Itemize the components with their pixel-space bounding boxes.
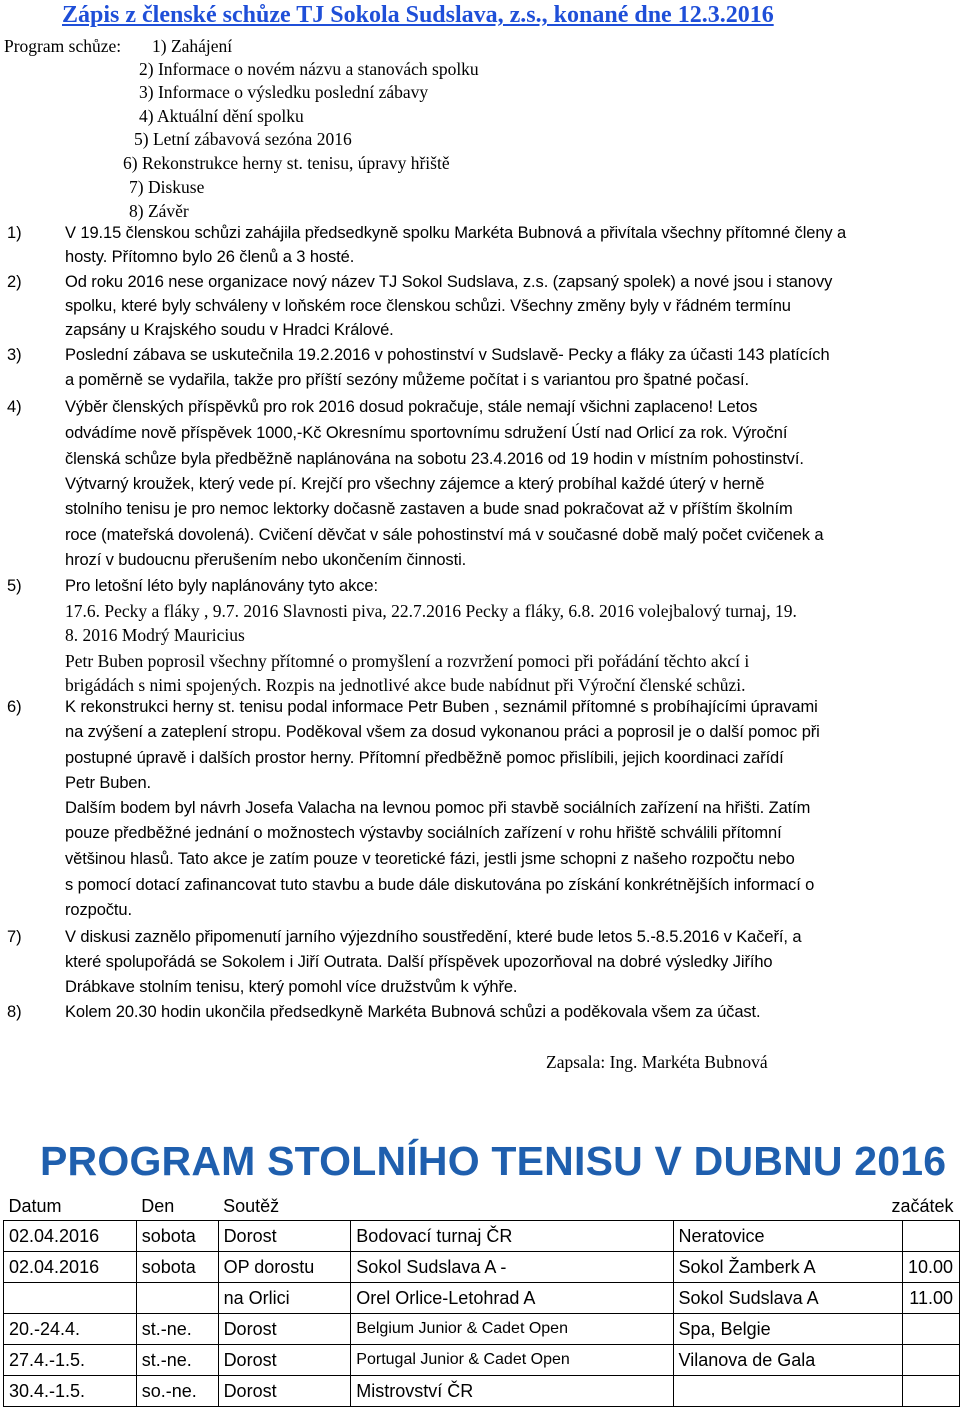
cell-day: so.-ne.	[136, 1376, 218, 1407]
point-text: na zvýšení a zateplení stropu. Poděkoval všem za dosud vykonanou práci a poprosil je o další pomoc při	[65, 723, 820, 741]
point-text: hosty. Přítomno bylo 26 členů a 3 hosté.	[65, 248, 355, 266]
point-text: spolku, které byly schváleny v loňském roce členskou schůzi. Všechny změny byly v řádném termínu	[65, 297, 791, 315]
cell-day: st.-ne.	[136, 1345, 218, 1376]
cell-day: sobota	[136, 1221, 218, 1252]
cell-day: sobota	[136, 1252, 218, 1283]
point-text: Drábkave stolním tenisu, který pomohl více družstvům k výhře.	[65, 978, 518, 996]
document-title: Zápis z členské schůze TJ Sokola Sudslava, z.s., konané dne 12.3.2016	[62, 2, 774, 28]
point-number: 4)	[7, 398, 22, 416]
point-text: Poslední zábava se uskutečnila 19.2.2016 v pohostinství v Sudslavě- Pecky a fláky za účasti 143 platících	[65, 346, 830, 364]
signature: Zapsala: Ing. Markéta Bubnová	[546, 1052, 768, 1072]
program-item: 5) Letní zábavová sezóna 2016	[134, 129, 352, 149]
table-row	[4, 1345, 960, 1376]
header-competition: Soutěž	[223, 1195, 280, 1216]
cell-home: Mistrovství ČR	[351, 1376, 673, 1407]
cell-home: Bodovací turnaj ČR	[351, 1221, 673, 1252]
point-number: 1)	[7, 224, 22, 242]
point-text: Výtvarný kroužek, který vede pí. Krejčí pro všechny zájemce a který probíhal každé úterý v herně	[65, 475, 765, 493]
point-text: K rekonstrukci herny st. tenisu podal informace Petr Buben , seznámil přítomné s probíhajícími úpravami	[65, 698, 818, 716]
point-text: zapsány u Krajského soudu v Hradci Králové.	[65, 321, 394, 339]
cell-day	[136, 1283, 218, 1314]
point-text: Výběr členských příspěvků pro rok 2016 dosud pokračuje, stále nemají všichni zaplaceno! Letos	[65, 398, 758, 416]
table-row	[4, 1376, 960, 1407]
point-text: Petr Buben.	[65, 774, 152, 792]
cell-date: 02.04.2016	[4, 1221, 137, 1252]
point-text: a poměrně se vydařila, takže pro příští sezóny můžeme počítat i s variantou pro špatné počasí.	[65, 371, 749, 389]
point-text: brigádách s nimi spojených. Rozpis na jednotlivé akce bude nabídnut při Výroční členské schůzi.	[65, 675, 746, 695]
cell-away: Vilanova de Gala	[673, 1345, 902, 1376]
cell-away: Neratovice	[673, 1221, 902, 1252]
header-date: Datum	[8, 1195, 62, 1216]
cell-date	[4, 1283, 137, 1314]
point-text: Dalším bodem byl návrh Josefa Valacha na levnou pomoc při stavbě sociálních zařízení na hřišti. Zatím	[65, 799, 811, 817]
cell-time	[902, 1221, 959, 1252]
program-item: 1) Zahájení	[152, 36, 233, 56]
cell-home: Orel Orlice-Letohrad A	[351, 1283, 673, 1314]
program-item: 2) Informace o novém názvu a stanovách spolku	[139, 59, 479, 79]
point-text: odvádíme nově příspěvek 1000,-Kč Okresnímu sportovnímu sdružení Ústí nad Orlicí za rok. Výroční	[65, 424, 788, 442]
cell-away: Spa, Belgie	[673, 1314, 902, 1345]
schedule-table	[3, 1192, 960, 1407]
cell-date: 30.4.-1.5.	[4, 1376, 137, 1407]
cell-home: Sokol Sudslava A -	[351, 1252, 673, 1283]
point-text: pouze předběžné jednání o možnostech výstavby sociálních zařízení v rohu hřiště schválili přítomní	[65, 824, 782, 842]
point-text: postupné úpravě i dalších prostor herny. Přítomní předběžně pomoc přislíbili, jejich koordinaci zařídí	[65, 749, 784, 767]
header-start: začátek	[891, 1195, 954, 1216]
cell-competition: OP dorostu	[218, 1252, 351, 1283]
cell-competition: Dorost	[218, 1221, 351, 1252]
cell-day: st.-ne.	[136, 1314, 218, 1345]
point-text: Kolem 20.30 hodin ukončila předsedkyně Markéta Bubnová schůzi a poděkovala všem za účast.	[65, 1003, 761, 1021]
header-day: Den	[141, 1195, 175, 1216]
cell-away: Sokol Žamberk A	[673, 1252, 902, 1283]
point-text: s pomocí dotací zafinancovat tuto stavbu a bude dále diskutována po získání konkrétnějších informací o	[65, 876, 815, 894]
cell-competition: Dorost	[218, 1314, 351, 1345]
cell-competition: Dorost	[218, 1376, 351, 1407]
point-text: Petr Buben poprosil všechny přítomné o promyšlení a rozvržení pomoci při pořádání těchto akcí i	[65, 651, 750, 671]
program-item: 3) Informace o výsledku poslední zábavy	[139, 82, 429, 102]
point-text: V 19.15 členskou schůzi zahájila předsedkyně spolku Markéta Bubnová a přivítala všechny přítomné členy a	[65, 224, 847, 242]
point-text: Pro letošní léto byly naplánovány tyto akce:	[65, 577, 378, 595]
schedule-title: PROGRAM STOLNÍHO TENISU V DUBNU 2016	[40, 1138, 947, 1184]
program-item: 4) Aktuální dění spolku	[139, 106, 304, 126]
point-text: stolního tenisu je pro nemoc lektorky dočasně zastaven a bude snad pokračovat až v příštím školním	[65, 500, 793, 518]
point-text: které spolupořádá se Sokolem i Jiří Outrata. Další příspěvek upozorňoval na dobré výsledky Jiřího	[65, 953, 773, 971]
cell-time: 11.00	[902, 1283, 959, 1314]
point-text: rozpočtu.	[65, 901, 132, 919]
events-list: 8. 2016 Modrý Mauricius	[65, 625, 245, 645]
table-row	[4, 1314, 960, 1345]
cell-away: Sokol Sudslava A	[673, 1283, 902, 1314]
point-number: 5)	[7, 577, 22, 595]
program-item: 8) Závěr	[129, 201, 189, 221]
program-item: 7) Diskuse	[129, 177, 205, 197]
point-text: členská schůze byla předběžně naplánována na sobotu 23.4.2016 od 19 hodin v místním pohostinství.	[65, 450, 804, 468]
table-row	[4, 1283, 960, 1314]
table-row	[4, 1252, 960, 1283]
point-number: 7)	[7, 928, 22, 946]
point-text: Od roku 2016 nese organizace nový název TJ Sokol Sudslava, z.s. (zapsaný spolek) a nové jsou i stanovy	[65, 273, 833, 291]
point-number: 6)	[7, 698, 22, 716]
cell-competition: na Orlici	[218, 1283, 351, 1314]
events-list: 17.6. Pecky a fláky , 9.7. 2016 Slavnosti piva, 22.7.2016 Pecky a fláky, 6.8. 2016 volejbalový turnaj, 19.	[65, 601, 797, 621]
cell-away	[673, 1376, 902, 1407]
point-text: hrozí v budoucnu přerušením nebo ukončením činnosti.	[65, 551, 467, 569]
program-item: 6) Rekonstrukce herny st. tenisu, úpravy hřiště	[123, 153, 450, 173]
cell-time: 10.00	[902, 1252, 959, 1283]
cell-home: Belgium Junior & Cadet Open	[351, 1314, 673, 1345]
point-text: roce (mateřská dovolená). Cvičení děvčat v sále pohostinství má v současné době malý počet cvičenek a	[65, 526, 824, 544]
program-label: Program schůze:	[4, 36, 122, 56]
point-number: 2)	[7, 273, 22, 291]
cell-time	[902, 1345, 959, 1376]
cell-time	[902, 1376, 959, 1407]
table-row	[4, 1221, 960, 1252]
cell-time	[902, 1314, 959, 1345]
cell-home: Portugal Junior & Cadet Open	[351, 1345, 673, 1376]
cell-competition: Dorost	[218, 1345, 351, 1376]
point-number: 8)	[7, 1003, 22, 1021]
point-number: 3)	[7, 346, 22, 364]
point-text: většinou hlasů. Tato akce je zatím pouze v teoretické fázi, jestli jsme schopni z našeho rozpočtu nebo	[65, 850, 795, 868]
table-header-row	[4, 1192, 960, 1221]
cell-date: 02.04.2016	[4, 1252, 137, 1283]
cell-date: 20.-24.4.	[4, 1314, 137, 1345]
point-text: V diskusi zaznělo připomenutí jarního výjezdního soustředění, které bude letos 5.-8.5.2016 v Kačeří, a	[65, 928, 802, 946]
cell-date: 27.4.-1.5.	[4, 1345, 137, 1376]
